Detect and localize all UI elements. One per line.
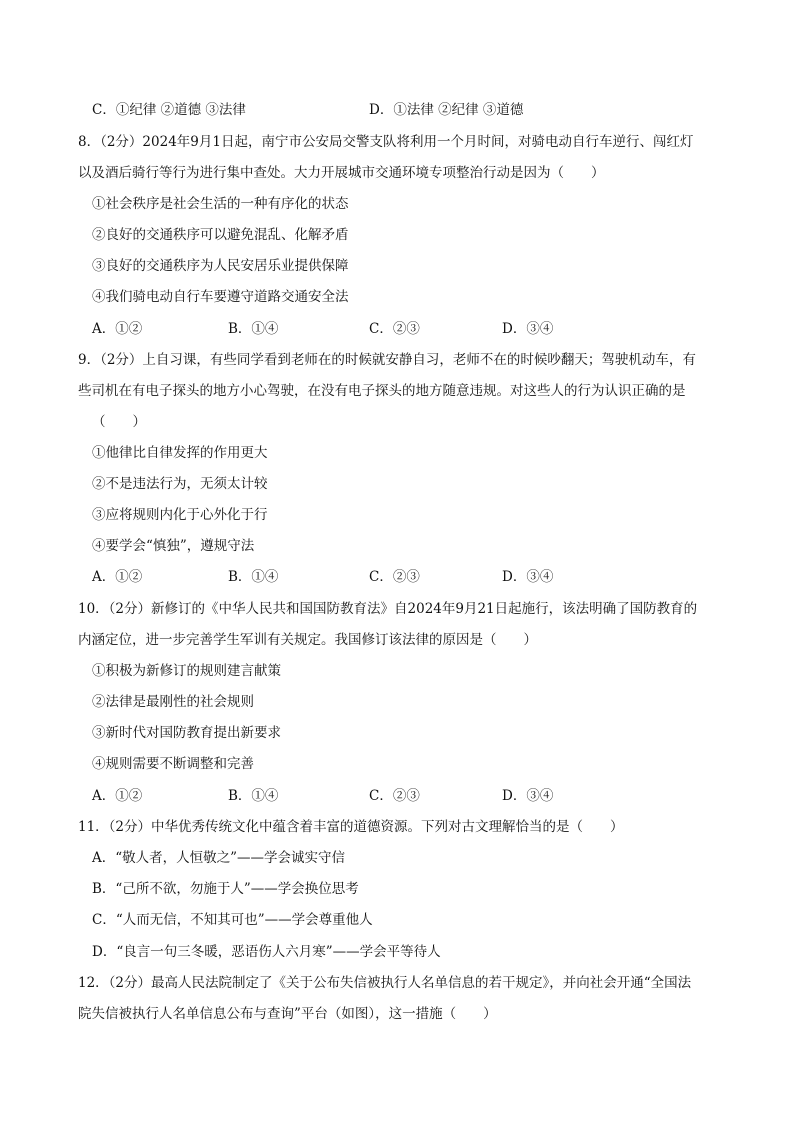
q8-option-a: A．①② <box>92 321 143 337</box>
q10-options <box>92 786 712 806</box>
q12-stem-line1: 12．（2分）最高人民法院制定了《关于公布失信被执行人名单信息的若干规定》，并向社会开通“全国法 <box>78 975 692 991</box>
q10-item-3: ③新时代对国防教育提出新要求 <box>92 725 281 741</box>
q10-option-d: D．③④ <box>502 788 554 804</box>
q11-option-a: A．“敬人者，人恒敬之”——学会诚实守信 <box>92 850 346 866</box>
q10-item-1: ①积极为新修订的规则建言献策 <box>92 663 281 679</box>
q7-option-c: C．①纪律 ②道德 ③法律 <box>92 102 246 118</box>
q9-stem-line2: 些司机在有电子探头的地方小心驾驶，在没有电子探头的地方随意违规。对这些人的行为认识正确的是 <box>78 383 686 399</box>
q8-item-1: ①社会秩序是社会生活的一种有序化的状态 <box>92 196 349 212</box>
q10-item-2: ②法律是最刚性的社会规则 <box>92 694 254 710</box>
q9-option-b: B．①④ <box>228 569 279 585</box>
q8-options <box>92 319 712 339</box>
q11-option-b: B．“己所不欲，勿施于人”——学会换位思考 <box>92 881 359 897</box>
q9-options <box>92 567 712 587</box>
q8-option-b: B．①④ <box>228 321 279 337</box>
q9-item-4: ④要学会“慎独”，遵规守法 <box>92 538 255 554</box>
q8-item-4: ④我们骑电动自行车要遵守道路交通安全法 <box>92 289 349 305</box>
q9-item-3: ③应将规则内化于心外化于行 <box>92 507 268 523</box>
q10-option-a: A．①② <box>92 788 143 804</box>
q8-item-2: ②良好的交通秩序可以避免混乱、化解矛盾 <box>92 227 349 243</box>
q11-stem-line1: 11．（2分）中华优秀传统文化中蕴含着丰富的道德资源。下列对古文理解恰当的是（ ） <box>78 819 624 835</box>
q11-option-d: D．“良言一句三冬暖，恶语伤人六月寒”——学会平等待人 <box>92 944 441 960</box>
q9-stem-line3: （ ） <box>92 414 146 430</box>
q10-stem-line1: 10．（2分）新修订的《中华人民共和国国防教育法》自2024年9月21日起施行，该法明确了国防教育的 <box>78 601 698 617</box>
q8-option-c: C．②③ <box>369 321 420 337</box>
q10-stem-line2: 内涵定位，进一步完善学生军训有关规定。我国修订该法律的原因是（ ） <box>78 632 537 648</box>
q10-option-c: C．②③ <box>369 788 420 804</box>
q8-option-d: D．③④ <box>502 321 554 337</box>
q9-option-d: D．③④ <box>502 569 554 585</box>
q8-stem-line2: 以及酒后骑行等行为进行集中查处。大力开展城市交通环境专项整治行动是因为（ ） <box>78 165 605 181</box>
q12-stem-line2: 院失信被执行人名单信息公布与查询”平台（如图），这一措施（ ） <box>78 1006 497 1022</box>
q10-item-4: ④规则需要不断调整和完善 <box>92 756 254 772</box>
q9-option-c: C．②③ <box>369 569 420 585</box>
q9-item-2: ②不是违法行为，无须太计较 <box>92 476 268 492</box>
q9-stem-line1: 9．（2分）上自习课，有些同学看到老师在的时候就安静自习，老师不在的时候吵翻天；驾驶机动车，有 <box>78 352 696 368</box>
q8-item-3: ③良好的交通秩序为人民安居乐业提供保障 <box>92 258 349 274</box>
q9-option-a: A．①② <box>92 569 143 585</box>
q7-option-d: D．①法律 ②纪律 ③道德 <box>369 102 524 118</box>
q11-option-c: C．“人而无信，不知其可也”——学会尊重他人 <box>92 912 373 928</box>
q10-option-b: B．①④ <box>228 788 279 804</box>
q8-stem-line1: 8．（2分）2024年9月1日起，南宁市公安局交警支队将利用一个月时间，对骑电动自行车逆行、闯红灯 <box>78 134 694 150</box>
q9-item-1: ①他律比自律发挥的作用更大 <box>92 445 268 461</box>
